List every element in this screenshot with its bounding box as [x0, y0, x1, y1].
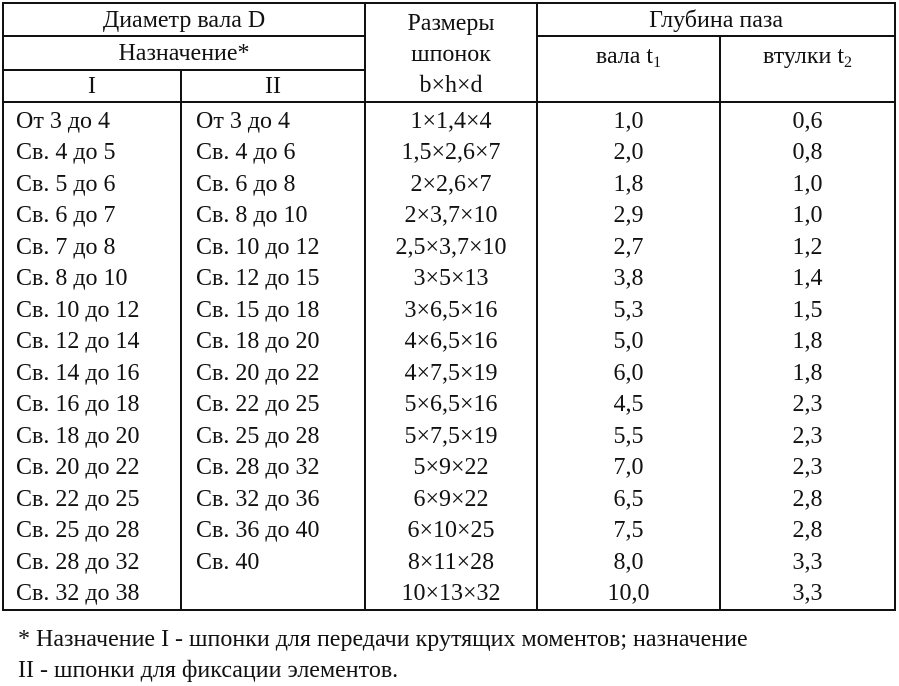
shaft-depth-cell: 10,0 — [537, 578, 720, 611]
diameter-purpose-ii-cell: Св. 18 до 20 — [181, 326, 365, 358]
hub-depth-label: втулки t — [763, 43, 845, 69]
groove-depth-header: Глубина паза — [537, 3, 895, 36]
table-row — [3, 200, 895, 232]
diameter-purpose-ii-cell: Св. 36 до 40 — [181, 515, 365, 547]
table-row — [3, 357, 895, 389]
shaft-depth-cell: 7,0 — [537, 452, 720, 484]
key-size-cell: 3×5×13 — [365, 263, 537, 295]
hub-depth-cell: 1,4 — [720, 263, 895, 295]
key-sizes-header-line1: Размеры — [407, 10, 495, 36]
shaft-depth-cell: 5,0 — [537, 326, 720, 358]
table-row — [3, 389, 895, 421]
key-sizes-header — [365, 3, 537, 102]
diameter-purpose-i-cell: Св. 7 до 8 — [3, 231, 181, 263]
hub-depth-cell: 3,3 — [720, 578, 895, 611]
table-row — [3, 515, 895, 547]
shaft-depth-cell: 2,0 — [537, 137, 720, 169]
diameter-purpose-ii-cell: Св. 25 до 28 — [181, 420, 365, 452]
diameter-purpose-i-cell: Св. 10 до 12 — [3, 294, 181, 326]
table-row — [3, 452, 895, 484]
key-size-cell: 2×2,6×7 — [365, 168, 537, 200]
shaft-depth-header — [537, 36, 720, 102]
diameter-purpose-i-cell: Св. 14 до 16 — [3, 357, 181, 389]
key-size-cell: 4×7,5×19 — [365, 357, 537, 389]
table-row — [3, 102, 895, 137]
key-size-cell: 2,5×3,7×10 — [365, 231, 537, 263]
diameter-purpose-ii-cell: Св. 20 до 22 — [181, 357, 365, 389]
hub-depth-cell: 2,3 — [720, 389, 895, 421]
diameter-purpose-i-cell: Св. 4 до 5 — [3, 137, 181, 169]
diameter-purpose-i-cell: Св. 6 до 7 — [3, 200, 181, 232]
diameter-purpose-ii-cell: Св. 6 до 8 — [181, 168, 365, 200]
diameter-purpose-ii-cell: Св. 8 до 10 — [181, 200, 365, 232]
diameter-purpose-ii-cell: Св. 22 до 25 — [181, 389, 365, 421]
diameter-purpose-ii-cell: Св. 10 до 12 — [181, 231, 365, 263]
diameter-purpose-ii-cell — [181, 578, 365, 611]
shaft-depth-subscript: 1 — [653, 54, 662, 71]
key-dimensions-table — [2, 2, 896, 611]
hub-depth-cell: 1,8 — [720, 357, 895, 389]
diameter-purpose-i-cell: Св. 32 до 38 — [3, 578, 181, 611]
footnote — [18, 624, 888, 686]
shaft-depth-cell: 1,0 — [537, 102, 720, 137]
diameter-purpose-ii-cell: От 3 до 4 — [181, 102, 365, 137]
diameter-purpose-ii-cell: Св. 32 до 36 — [181, 483, 365, 515]
table-row — [3, 483, 895, 515]
table-row — [3, 137, 895, 169]
table-row — [3, 294, 895, 326]
diameter-purpose-ii-cell: Св. 4 до 6 — [181, 137, 365, 169]
key-size-cell: 5×9×22 — [365, 452, 537, 484]
table-row — [3, 420, 895, 452]
header-row — [3, 3, 895, 36]
hub-depth-subscript: 2 — [844, 54, 853, 71]
shaft-depth-cell: 1,8 — [537, 168, 720, 200]
diameter-purpose-i-cell: Св. 18 до 20 — [3, 420, 181, 452]
hub-depth-cell: 2,3 — [720, 452, 895, 484]
key-size-cell: 6×10×25 — [365, 515, 537, 547]
purpose-ii-header: II — [181, 70, 365, 102]
shaft-depth-cell: 2,7 — [537, 231, 720, 263]
purpose-header: Назначение* — [3, 36, 365, 70]
shaft-depth-cell: 5,5 — [537, 420, 720, 452]
diameter-purpose-i-cell: Св. 20 до 22 — [3, 452, 181, 484]
key-size-cell: 5×7,5×19 — [365, 420, 537, 452]
table-body — [3, 102, 895, 610]
shaft-depth-cell: 7,5 — [537, 515, 720, 547]
hub-depth-header — [720, 36, 895, 102]
table-header — [3, 3, 895, 102]
key-sizes-header-line3: b×h×d — [419, 72, 483, 98]
hub-depth-cell: 1,2 — [720, 231, 895, 263]
shaft-depth-cell: 8,0 — [537, 546, 720, 578]
hub-depth-cell: 1,5 — [720, 294, 895, 326]
key-size-cell: 10×13×32 — [365, 578, 537, 611]
diameter-purpose-i-cell: Св. 5 до 6 — [3, 168, 181, 200]
diameter-purpose-i-cell: Св. 22 до 25 — [3, 483, 181, 515]
shaft-diameter-header: Диаметр вала D — [3, 3, 365, 36]
key-size-cell: 3×6,5×16 — [365, 294, 537, 326]
key-size-cell: 8×11×28 — [365, 546, 537, 578]
footnote-line: * Назначение I - шпонки для передачи крутящих моментов; назначение — [18, 626, 748, 652]
shaft-depth-label: вала t — [595, 43, 654, 69]
shaft-depth-cell: 3,8 — [537, 263, 720, 295]
shaft-depth-cell: 6,0 — [537, 357, 720, 389]
hub-depth-cell: 2,8 — [720, 483, 895, 515]
table-row — [3, 168, 895, 200]
shaft-depth-cell: 5,3 — [537, 294, 720, 326]
diameter-purpose-i-cell: Св. 12 до 14 — [3, 326, 181, 358]
hub-depth-cell: 1,0 — [720, 168, 895, 200]
hub-depth-cell: 3,3 — [720, 546, 895, 578]
diameter-purpose-ii-cell: Св. 12 до 15 — [181, 263, 365, 295]
hub-depth-cell: 0,6 — [720, 102, 895, 137]
purpose-i-header: I — [3, 70, 181, 102]
hub-depth-cell: 1,0 — [720, 200, 895, 232]
key-size-cell: 1,5×2,6×7 — [365, 137, 537, 169]
shaft-depth-cell: 2,9 — [537, 200, 720, 232]
table-row — [3, 326, 895, 358]
hub-depth-cell: 0,8 — [720, 137, 895, 169]
diameter-purpose-ii-cell: Св. 40 — [181, 546, 365, 578]
table-row — [3, 231, 895, 263]
diameter-purpose-i-cell: Св. 8 до 10 — [3, 263, 181, 295]
diameter-purpose-i-cell: Св. 25 до 28 — [3, 515, 181, 547]
table-row — [3, 546, 895, 578]
key-sizes-header-line2: шпонок — [411, 41, 491, 67]
table-row — [3, 578, 895, 611]
shaft-depth-cell: 6,5 — [537, 483, 720, 515]
hub-depth-cell: 1,8 — [720, 326, 895, 358]
diameter-purpose-i-cell: Св. 16 до 18 — [3, 389, 181, 421]
key-size-cell: 5×6,5×16 — [365, 389, 537, 421]
table-row — [3, 263, 895, 295]
hub-depth-cell: 2,8 — [720, 515, 895, 547]
diameter-purpose-ii-cell: Св. 28 до 32 — [181, 452, 365, 484]
diameter-purpose-i-cell: Св. 28 до 32 — [3, 546, 181, 578]
key-size-cell: 2×3,7×10 — [365, 200, 537, 232]
key-size-cell: 6×9×22 — [365, 483, 537, 515]
shaft-depth-cell: 4,5 — [537, 389, 720, 421]
footnote-line: II - шпонки для фиксации элементов. — [18, 657, 399, 683]
key-size-cell: 1×1,4×4 — [365, 102, 537, 137]
hub-depth-cell: 2,3 — [720, 420, 895, 452]
key-size-cell: 4×6,5×16 — [365, 326, 537, 358]
diameter-purpose-ii-cell: Св. 15 до 18 — [181, 294, 365, 326]
diameter-purpose-i-cell: От 3 до 4 — [3, 102, 181, 137]
